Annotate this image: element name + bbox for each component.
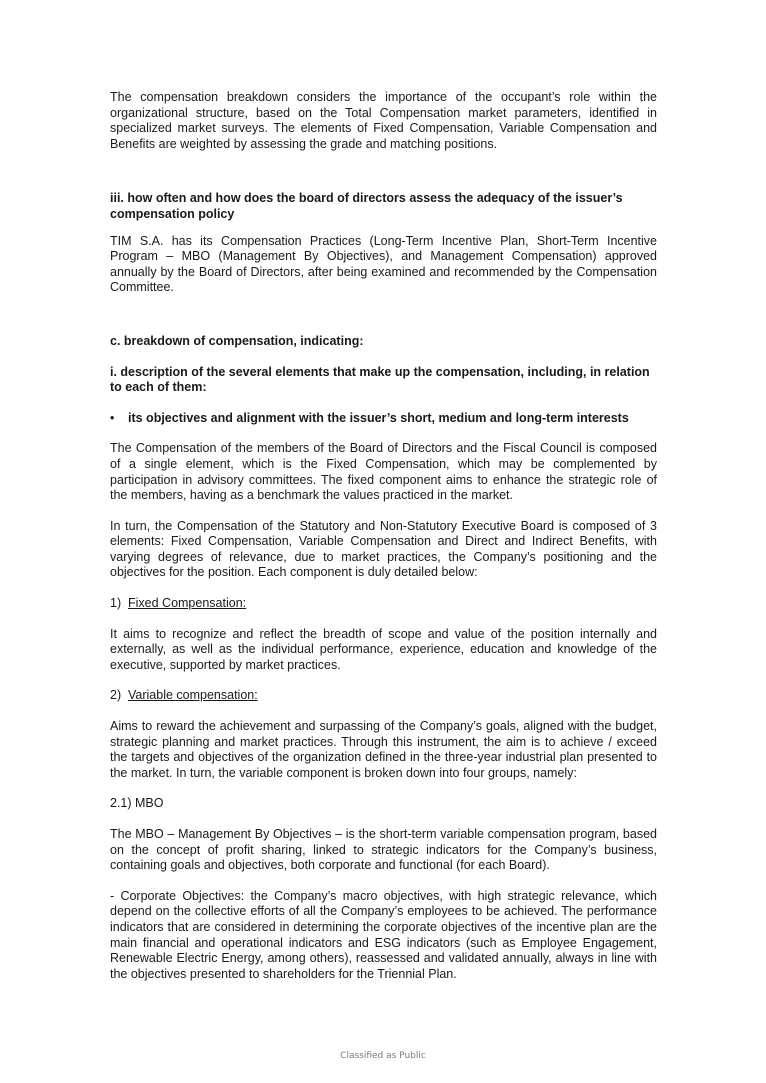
- item-variable-compensation: [110, 688, 657, 704]
- item-fixed-compensation: [110, 596, 657, 612]
- item-number: 1): [110, 596, 122, 611]
- paragraph-board: The Compensation of the members of the Board of Directors and the Fiscal Council is composed of a single element, which is the Fixed Compensation, which may be complemented by participation in advisory committees. The fixed component aims to enhance the strategic role of the members, having as a benchmark the values practiced in the market.: [110, 441, 657, 503]
- subheading-mbo: 2.1) MBO: [110, 796, 164, 811]
- paragraph-fixed: It aims to recognize and reflect the breadth of scope and value of the position internally and externally, as well as the individual performance, experience, education and knowledge of the executive, supported by market practices.: [110, 626, 657, 672]
- paragraph-mbo: The MBO – Management By Objectives – is the short-term variable compensation program, based on the concept of profit sharing, linked to strategic indicators for the Company’s business, containing goals and objectives, both corporate and functional (for each Board).: [110, 827, 657, 873]
- item-title: Fixed Compensation:: [128, 596, 247, 611]
- paragraph-corporate-objectives: - Corporate Objectives: the Company’s macro objectives, with high strategic relevance, which depend on the collective efforts of all the Company’s employees to be achieved. The performance indicators that are considered in determining the corporate objectives of the incentive plan are the main financial and operational indicators and ESG indicators (such as Employee Engagement, Renewable Electric Energy, among others), reassessed and validated annually, always in line with the objectives presented to shareholders for the Triennial Plan.: [110, 888, 657, 981]
- paragraph-variable: Aims to reward the achievement and surpassing of the Company’s goals, aligned with the budget, strategic planning and market practices. Through this instrument, the aim is to achieve / exceed the targets and objectives of the organization defined in the three-year industrial plan presented to the market. In turn, the variable component is broken down into four groups, namely:: [110, 719, 657, 780]
- bullet-heading: its objectives and alignment with the issuer’s short, medium and long-term interests: [128, 410, 629, 425]
- paragraph-executive: In turn, the Compensation of the Statutory and Non-Statutory Executive Board is composed of 3 elements: Fixed Compensation, Variable Compensation and Direct and Indirect Benefits, with varying degrees of relevance, due to market practices, the Company’s positioning and the objectives for the position. Each component is duly detailed below:: [110, 518, 657, 580]
- bullet-item: [110, 411, 657, 427]
- item-title: Variable compensation:: [128, 688, 258, 703]
- classification-footer: Classified as Public: [340, 1051, 426, 1061]
- heading-iii: iii. how often and how does the board of directors assess the adequacy of the issuer’s compensation policy: [110, 191, 623, 221]
- paragraph-intro: The compensation breakdown considers the importance of the occupant’s role within the organizational structure, based on the Total Compensation market parameters, identified in specialized market surveys. The elements of Fixed Compensation, Variable Compensation and Benefits are weighted by assessing the grade and matching positions.: [110, 90, 657, 151]
- bullet-icon: •: [110, 410, 115, 425]
- paragraph-tim: TIM S.A. has its Compensation Practices (Long-Term Incentive Plan, Short-Term Incentive Program – MBO (Management By Objectives), and Management Compensation) approved annually by the Board of Directors, after being examined and recommended by the Compensation Committee.: [110, 233, 657, 295]
- heading-c: c. breakdown of compensation, indicating:: [110, 333, 364, 348]
- item-number: 2): [110, 688, 122, 703]
- document-body: [110, 90, 657, 982]
- heading-i: i. description of the several elements that make up the compensation, including, in relation to each of them:: [110, 364, 650, 395]
